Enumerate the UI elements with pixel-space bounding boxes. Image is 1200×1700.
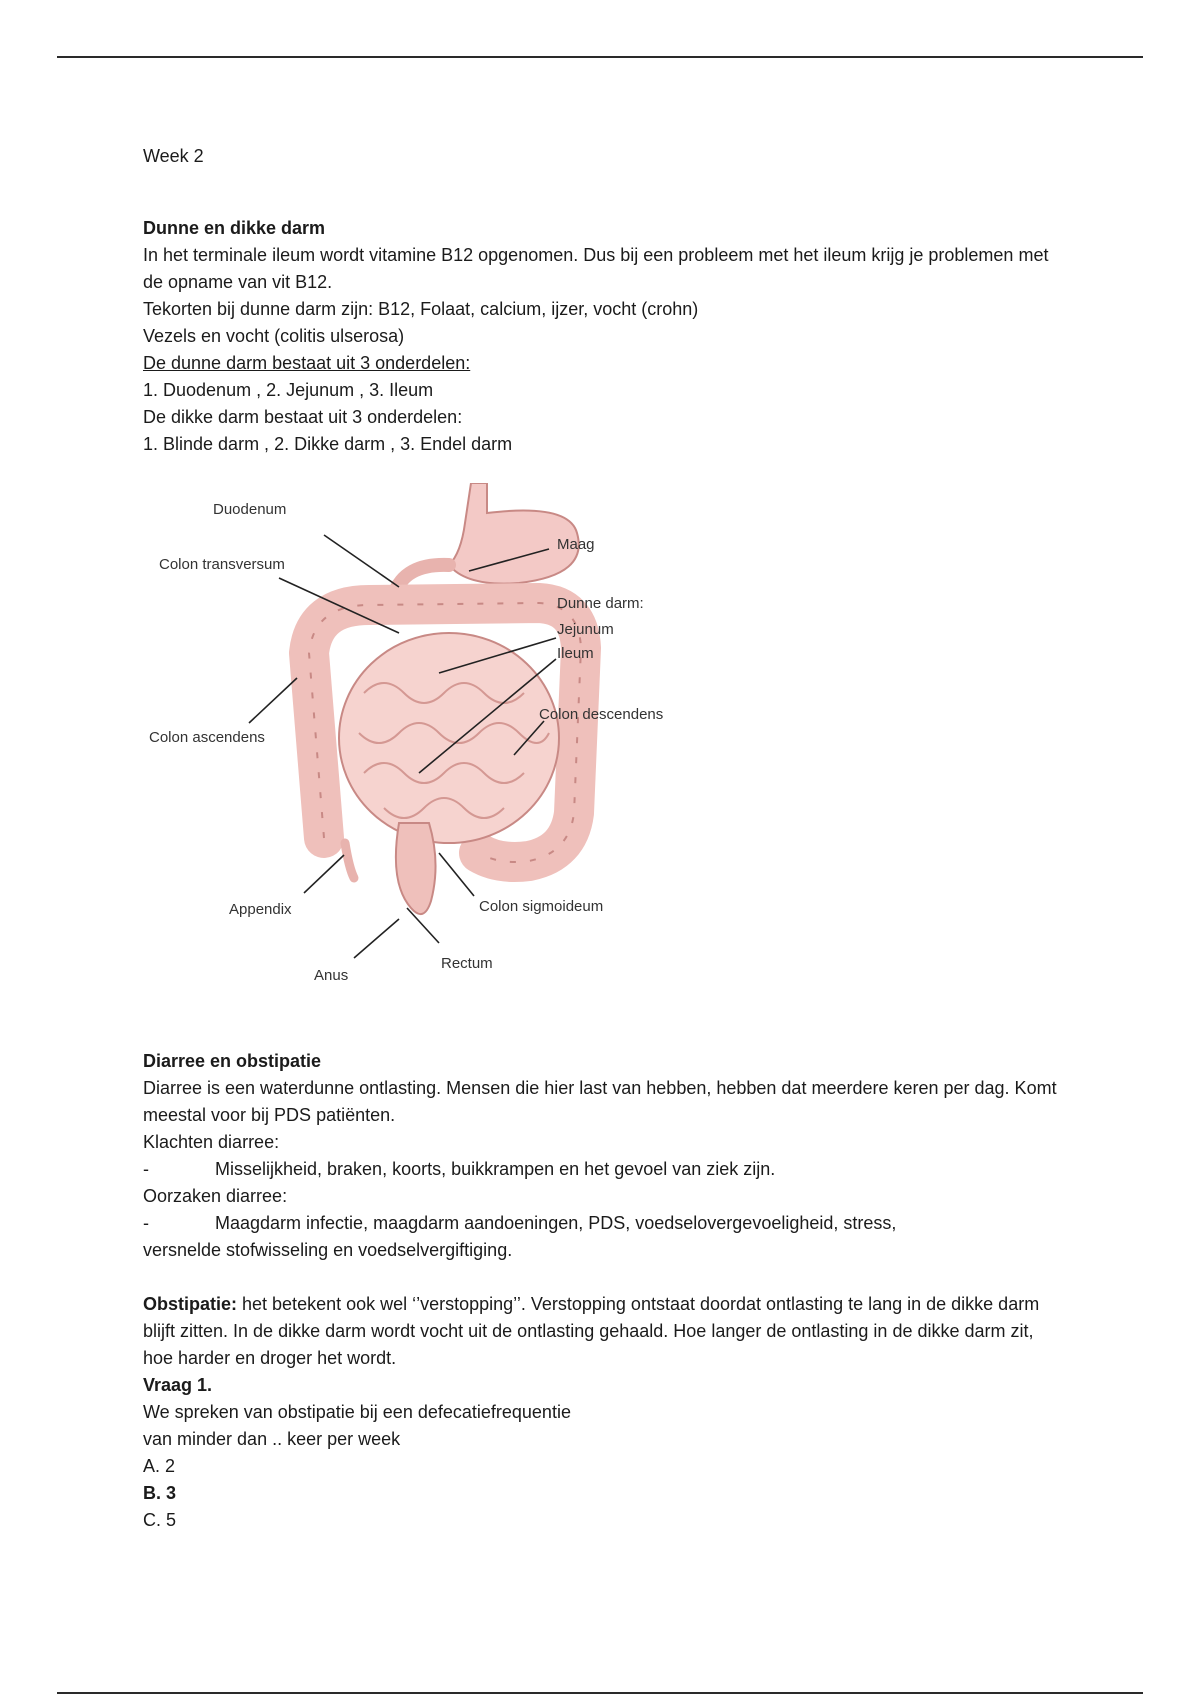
footer-rule [57, 1692, 1143, 1694]
label-appendix: Appendix [229, 901, 292, 918]
small-intestine-parts: 1. Duodenum , 2. Jejunum , 3. Ileum [143, 380, 434, 400]
option-a: A. 2 [143, 1456, 176, 1476]
rectum-shape [396, 823, 436, 914]
label-jejunum: Jejunum [557, 621, 614, 638]
document-body [143, 143, 1063, 1534]
obstipatie-text: het betekent ook wel ‘’verstopping’’. Verstopping ontstaat doordat ontlasting te lang in de dikke darm blijft zitten. In de dikke darm wordt vocht uit de ontlasting gehaald. Hoe langer de ontlasting in de dikke darm zit, hoe harder en droger het wordt. [143, 1294, 1040, 1368]
complaints-item [143, 1156, 1063, 1183]
causes-heading: Oorzaken diarree: [143, 1186, 288, 1206]
question-title: Vraag 1. [143, 1375, 213, 1395]
label-colon-transversum: Colon transversum [159, 556, 285, 573]
section-title-darm: Dunne en dikke darm [143, 218, 326, 238]
label-maag: Maag [557, 536, 595, 553]
label-rectum: Rectum [441, 955, 493, 972]
small-intestine-heading: De dunne darm bestaat uit 3 onderdelen: [143, 353, 471, 373]
large-intestine-parts: 1. Blinde darm , 2. Dikke darm , 3. Endel darm [143, 434, 513, 454]
label-colon-ascendens: Colon ascendens [149, 729, 265, 746]
paragraph-vezels: Vezels en vocht (colitis ulserosa) [143, 326, 405, 346]
stomach-shape [449, 483, 579, 584]
header-rule [57, 56, 1143, 58]
question-line-2: van minder dan .. keer per week [143, 1429, 401, 1449]
question-line-1: We spreken van obstipatie bij een defecatiefrequentie [143, 1402, 571, 1422]
digestive-system-diagram [149, 483, 759, 1048]
paragraph-tekorten: Tekorten bij dunne darm zijn: B12, Folaat, calcium, ijzer, vocht (crohn) [143, 299, 699, 319]
appendix-shape [345, 843, 354, 878]
option-c: C. 5 [143, 1510, 177, 1530]
paragraph-obstipatie [143, 1291, 1063, 1372]
bullet-dash: - [143, 1213, 149, 1233]
causes-item [143, 1210, 1063, 1237]
label-anus: Anus [314, 967, 349, 984]
label-dunne-darm: Dunne darm: [557, 595, 644, 612]
causes-text: Maagdarm infectie, maagdarm aandoeningen, PDS, voedselovergevoeligheid, stress, [215, 1213, 897, 1233]
paragraph-ileum: In het terminale ileum wordt vitamine B12 opgenomen. Dus bij een probleem met het ileum krijg je problemen met de opname van vit B12. [143, 245, 1049, 292]
section-title-diarree: Diarree en obstipatie [143, 1051, 322, 1071]
obstipatie-term: Obstipatie: [143, 1294, 238, 1314]
paragraph-diarree: Diarree is een waterdunne ontlasting. Mensen die hier last van hebben, hebben dat meerdere keren per dag. Komt meestal voor bij PDS patiënten. [143, 1078, 1057, 1125]
option-b: B. 3 [143, 1483, 177, 1503]
week-title: Week 2 [143, 146, 204, 166]
label-ileum: Ileum [557, 645, 594, 662]
complaints-text: Misselijkheid, braken, koorts, buikkrampen en het gevoel van ziek zijn. [215, 1159, 776, 1179]
label-duodenum: Duodenum [213, 501, 287, 518]
causes-continued: versnelde stofwisseling en voedselvergiftiging. [143, 1240, 513, 1260]
label-colon-sigmoideum: Colon sigmoideum [479, 898, 604, 915]
large-intestine-heading: De dikke darm bestaat uit 3 onderdelen: [143, 407, 463, 427]
bullet-dash: - [143, 1159, 149, 1179]
complaints-heading: Klachten diarree: [143, 1132, 280, 1152]
label-colon-descendens: Colon descendens [539, 706, 664, 723]
